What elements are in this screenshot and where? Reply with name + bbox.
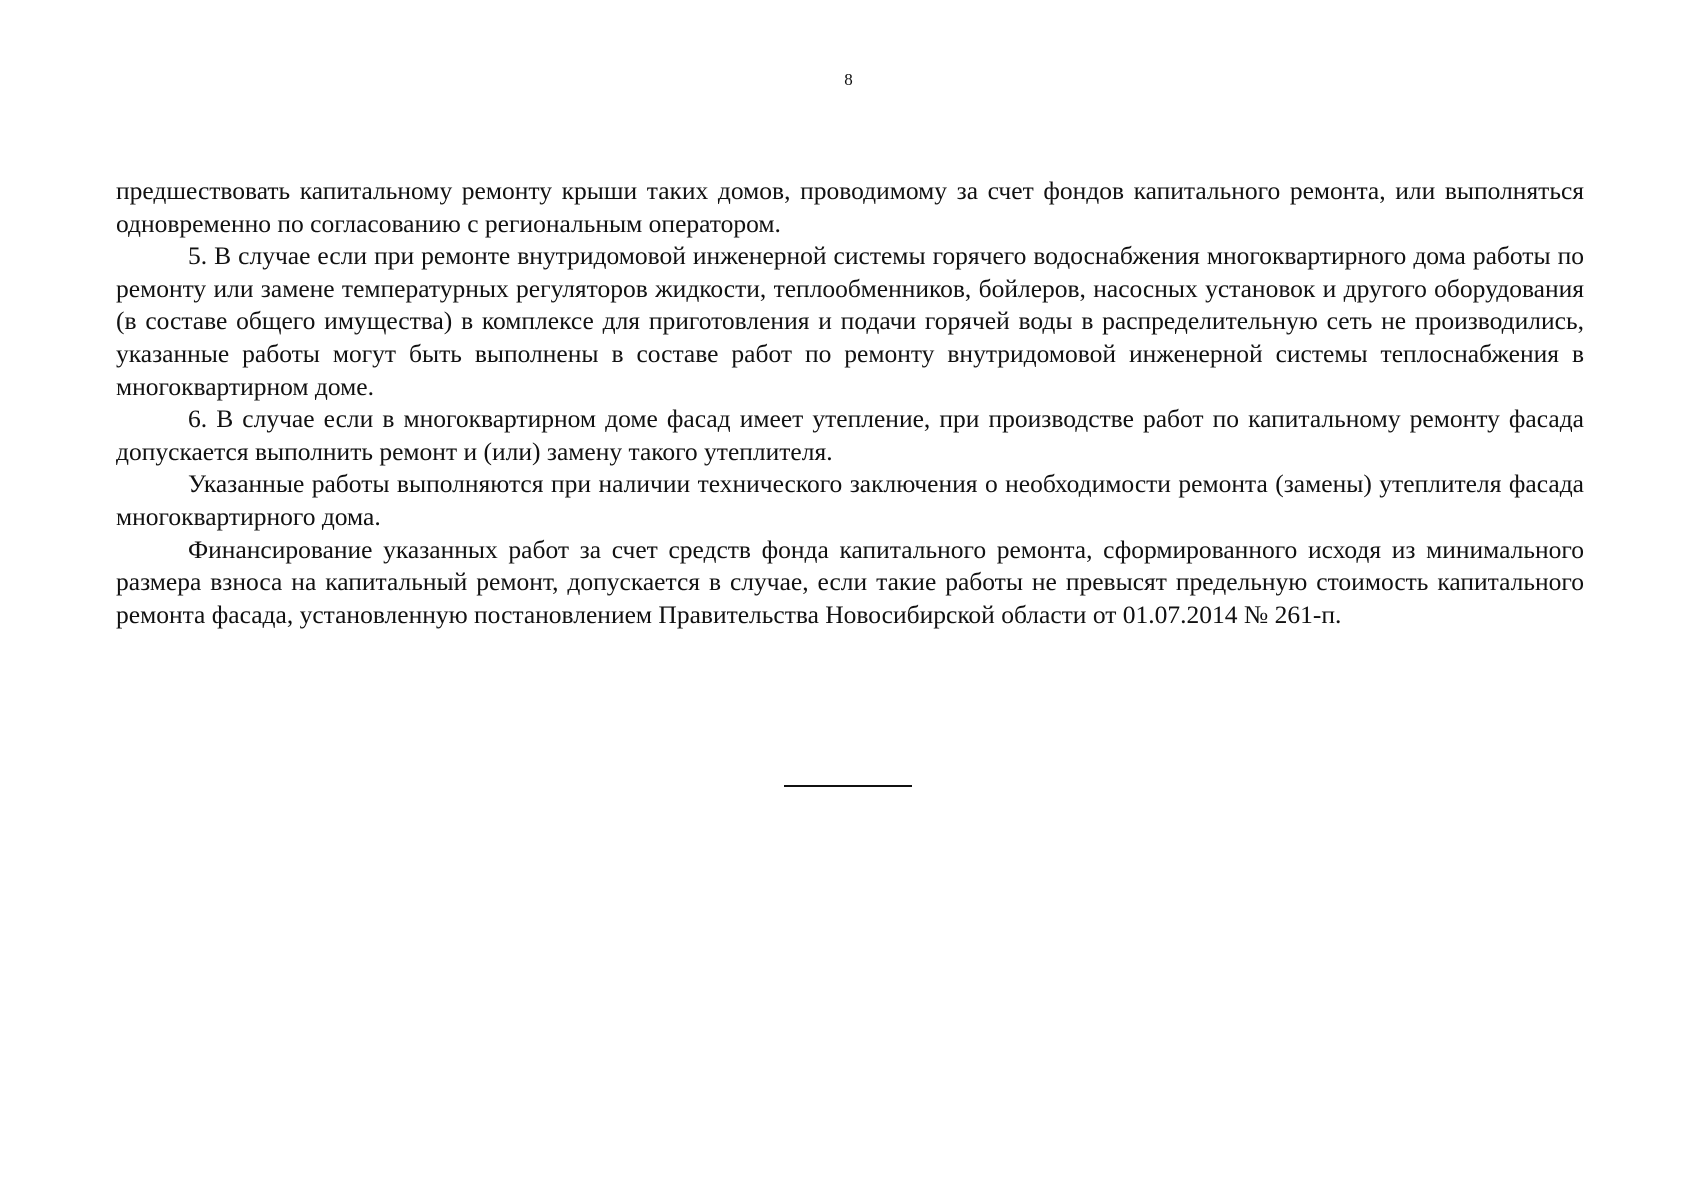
paragraph-technical-conclusion: Указанные работы выполняются при наличии технического заключения о необходимости ремонта (замены) утеплителя фасада многоквартирного дома. xyxy=(116,469,1584,531)
paragraph-financing: Финансирование указанных работ за счет средств фонда капитального ремонта, сформированного исходя из минимального размера взноса на капитальный ремонт, допускается в случае, если такие работы не превысят предельную стоимость капитального ремонта фасада, установленную постановлением Правительства Новосибирской области от 01.07.2014 № 261-п. xyxy=(116,534,1584,629)
paragraph-item-5-hot-water: 5. В случае если при ремонте внутридомовой инженерной системы горячего водоснабжения многоквартирного дома работы по ремонту или замене температурных регуляторов жидкости, теплообменников, бойлеров, насосных установок и другого оборудования (в составе общего имущества) в комплексе для приготовления и подачи горячей воды в распределительную сеть не производились, указанные работы могут быть выполнены в составе работ по ремонту внутридомовой инженерной системы теплоснабжения в многоквартирном доме. xyxy=(116,241,1584,401)
document-end-rule xyxy=(784,785,912,787)
paragraph-continuation: предшествовать капитальному ремонту крыши таких домов, проводимому за счет фондов капитального ремонта, или выполняться одновременно по согласованию с региональным оператором. xyxy=(116,176,1584,238)
page-number: 8 xyxy=(844,70,853,89)
document-body xyxy=(116,175,1584,631)
paragraph-item-6-facade-insulation: 6. В случае если в многоквартирном доме фасад имеет утепление, при производстве работ по капитальному ремонту фасада допускается выполнить ремонт и (или) замену такого утеплителя. xyxy=(116,404,1584,466)
